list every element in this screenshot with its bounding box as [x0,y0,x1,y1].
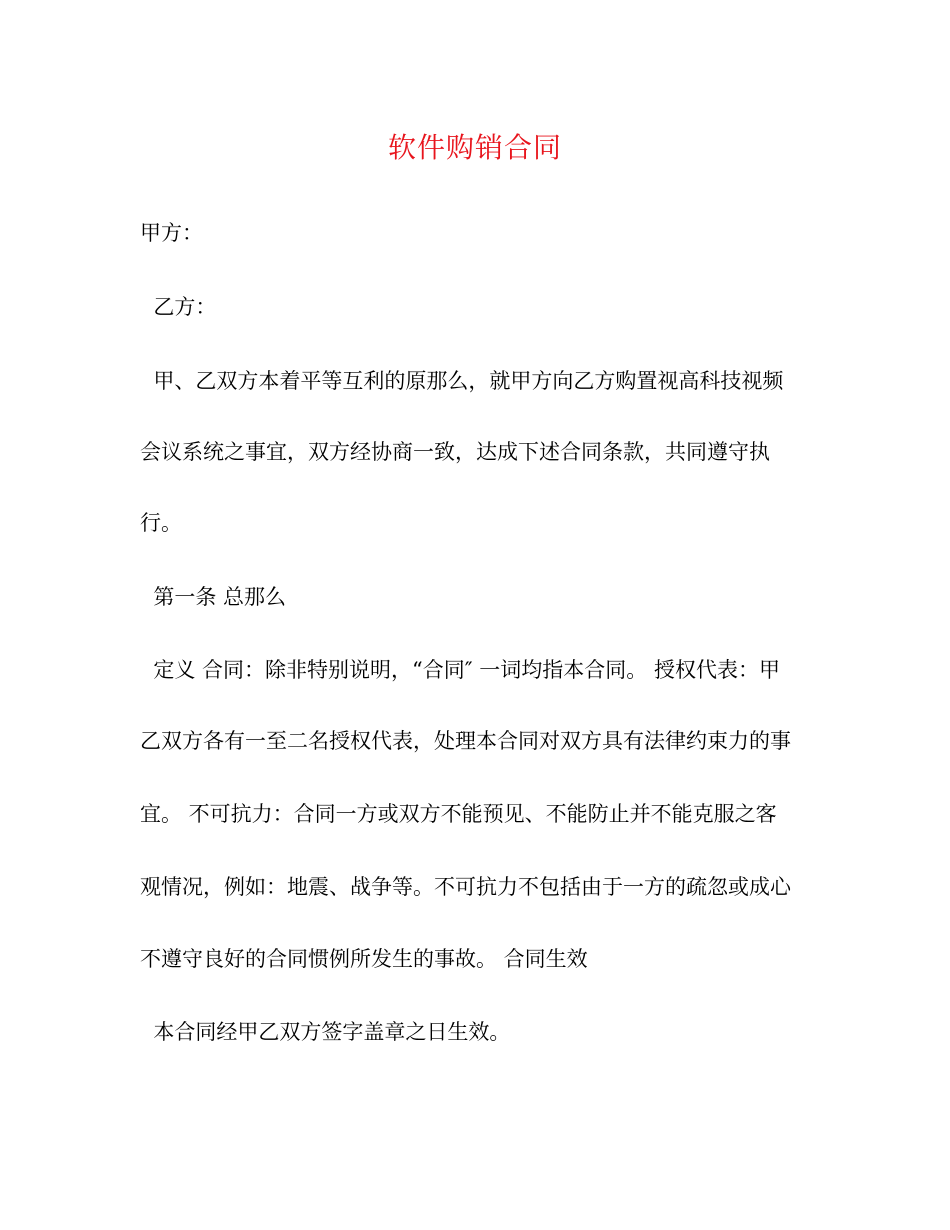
definitions-line-3: 宜。 不可抗力：合同一方或双方不能预见、不能防止并不能克服之客 [140,802,777,826]
party-b-line: 乙方： [140,295,217,319]
party-a-line: 甲方： [140,221,203,245]
preamble-line-1: 甲、乙双方本着平等互利的原那么，就甲方向乙方购置视高科技视频 [140,369,784,393]
definitions-line-4: 观情况，例如：地震、战争等。不可抗力不包括由于一方的疏忽或成心 [140,875,791,899]
effectiveness-line: 本合同经甲乙双方签字盖章之日生效。 [140,1020,511,1044]
definitions-line-1: 定义 合同：除非特别说明，“合同″ 一词均指本合同。 授权代表：甲 [140,658,780,682]
preamble-line-3: 行。 [140,511,182,535]
preamble-line-2: 会议系统之事宜，双方经协商一致，达成下述合同条款，共同遵守执 [140,440,770,464]
definitions-line-5: 不遵守良好的合同惯例所发生的事故。 合同生效 [140,947,588,971]
document-title: 软件购销合同 [387,131,562,164]
definitions-line-2: 乙双方各有一至二名授权代表，处理本合同对双方具有法律约束力的事 [140,729,791,753]
article-1-heading: 第一条 总那么 [140,585,287,609]
